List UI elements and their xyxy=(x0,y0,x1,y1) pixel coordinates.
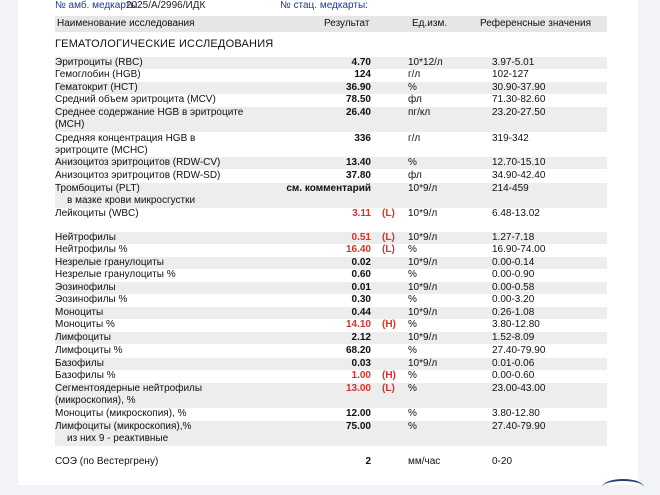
result-value: 13.40 xyxy=(345,157,371,168)
unit-value: 10*9/л xyxy=(408,332,438,343)
unit-value: % xyxy=(408,269,417,280)
result-value: 0.44 xyxy=(351,307,371,318)
col-name: Наименование исследования xyxy=(57,18,195,29)
unit-value: 10*9/л xyxy=(408,282,438,293)
result-value: 0.03 xyxy=(351,358,371,369)
table-row xyxy=(55,183,607,208)
test-name: Незрелые гранулоциты % xyxy=(55,269,176,280)
table-row xyxy=(55,208,607,220)
reference-range: 3.97-5.01 xyxy=(492,57,535,68)
result-value: 68.20 xyxy=(345,345,371,356)
reference-range: 30.90-37.90 xyxy=(492,82,546,93)
col-unit: Ед.изм. xyxy=(412,18,448,29)
result-value: 3.11 xyxy=(352,208,371,219)
col-reference: Референсные значения xyxy=(480,18,592,29)
reference-range: 34.90-42.40 xyxy=(492,170,546,181)
test-name: Моноциты (микроскопия), % xyxy=(55,408,187,419)
result-value: 0.01 xyxy=(351,282,371,293)
unit-value: % xyxy=(408,383,417,394)
reference-range: 0.01-0.06 xyxy=(492,358,535,369)
result-value: 26.40 xyxy=(345,107,371,118)
test-name: Гематокрит (HCT) xyxy=(55,82,138,93)
stamp-edge xyxy=(602,479,644,495)
test-name-continued: (микроскопия), % xyxy=(55,395,136,406)
test-name-continued: эритроците (MCHC) xyxy=(55,145,148,156)
unit-value: % xyxy=(408,421,417,432)
table-row xyxy=(55,307,607,319)
test-name: Анизоцитоз эритроцитов (RDW-SD) xyxy=(55,170,221,181)
reference-range: 0.26-1.08 xyxy=(492,307,535,318)
reference-range: 0.00-0.58 xyxy=(492,282,535,293)
result-value: 75.00 xyxy=(345,421,371,432)
table-row xyxy=(55,157,607,169)
table-row xyxy=(55,332,607,344)
medcard-header xyxy=(55,0,615,14)
result-flag: (H) xyxy=(382,370,396,381)
table-row xyxy=(55,244,607,256)
result-value: 37.80 xyxy=(345,170,371,181)
table-header xyxy=(55,16,607,32)
test-name: Эозинофилы xyxy=(55,282,116,293)
reference-range: 16.90-74.00 xyxy=(492,244,546,255)
table-row xyxy=(55,170,607,182)
section-title: ГЕМАТОЛОГИЧЕСКИЕ ИССЛЕДОВАНИЯ xyxy=(55,38,274,50)
test-name: Средняя концентрация HGB в xyxy=(55,133,196,144)
reference-range: 0.00-0.60 xyxy=(492,370,535,381)
result-value: 0.51 xyxy=(351,232,371,243)
test-name: Сегментоядерные нейтрофилы xyxy=(55,383,203,394)
reference-range: 214-459 xyxy=(492,183,529,194)
result-value: 0.02 xyxy=(351,257,371,268)
unit-value: 10*9/л xyxy=(408,257,438,268)
reference-range: 0.00-0.14 xyxy=(492,257,535,268)
test-name: Моноциты % xyxy=(55,319,115,330)
result-value: 13.00 xyxy=(345,383,371,394)
unit-value: 10*12/л xyxy=(408,57,443,68)
result-value: 36.90 xyxy=(345,82,371,93)
unit-value: 10*9/л xyxy=(408,183,438,194)
test-name: Незрелые гранулоциты xyxy=(55,257,164,268)
test-name: Нейтрофилы % xyxy=(55,244,128,255)
result-value: 0.60 xyxy=(351,269,371,280)
table-row xyxy=(55,358,607,370)
test-name: Тромбоциты (PLT) xyxy=(55,183,140,194)
stac-card-label: № стац. медкарты: xyxy=(280,0,368,11)
reference-range: 1.52-8.09 xyxy=(492,332,535,343)
test-name: Гемоглобин (HGB) xyxy=(55,69,141,80)
unit-value: % xyxy=(408,408,417,419)
test-name: Нейтрофилы xyxy=(55,232,116,243)
table-row xyxy=(55,345,607,357)
result-value: 78.50 xyxy=(345,94,371,105)
unit-value: % xyxy=(408,319,417,330)
reference-range: 23.00-43.00 xyxy=(492,383,546,394)
test-name: Базофилы % xyxy=(55,370,116,381)
unit-value: % xyxy=(408,370,417,381)
test-name: Эозинофилы % xyxy=(55,294,128,305)
unit-value: 10*9/л xyxy=(408,208,438,219)
unit-value: фл xyxy=(408,94,422,105)
test-name: Моноциты xyxy=(55,307,104,318)
result-value: 2 xyxy=(365,456,371,467)
test-comment: в мазке крови микросгустки xyxy=(67,195,196,206)
table-row xyxy=(55,408,607,420)
reference-range: 27.40-79.90 xyxy=(492,345,546,356)
result-value: 12.00 xyxy=(345,408,371,419)
reference-range: 1.27-7.18 xyxy=(492,232,535,243)
table-row xyxy=(55,269,607,281)
test-name: Лейкоциты (WBC) xyxy=(55,208,139,219)
reference-range: 0-20 xyxy=(492,456,513,467)
table-row xyxy=(55,383,607,408)
unit-value: г/л xyxy=(408,69,421,80)
reference-range: 319-342 xyxy=(492,133,529,144)
table-row xyxy=(55,421,607,446)
reference-range: 27.40-79.90 xyxy=(492,421,546,432)
table-row xyxy=(55,82,607,94)
unit-value: % xyxy=(408,157,417,168)
unit-value: пг/кл xyxy=(408,107,431,118)
result-value: 0.30 xyxy=(351,294,371,305)
test-comment: из них 9 - реактивные xyxy=(67,433,169,444)
col-result: Результат xyxy=(324,18,370,29)
unit-value: мм/час xyxy=(408,456,441,467)
unit-value: 10*9/л xyxy=(408,358,438,369)
unit-value: 10*9/л xyxy=(408,232,438,243)
result-value: 4.70 xyxy=(351,57,371,68)
reference-range: 3.80-12.80 xyxy=(492,408,540,419)
unit-value: % xyxy=(408,345,417,356)
unit-value: % xyxy=(408,294,417,305)
test-name: Среднее содержание HGB в эритроците xyxy=(55,107,244,118)
reference-range: 3.80-12.80 xyxy=(492,319,540,330)
result-value: см. комментарий xyxy=(286,183,371,194)
test-name: Средний объем эритроцита (MCV) xyxy=(55,94,216,105)
reference-range: 0.00-3.20 xyxy=(492,294,535,305)
result-value: 16.40 xyxy=(345,244,371,255)
reference-range: 0.00-0.90 xyxy=(492,269,535,280)
reference-range: 12.70-15.10 xyxy=(492,157,546,168)
test-name-continued: (MCH) xyxy=(55,119,85,130)
unit-value: % xyxy=(408,82,417,93)
table-row xyxy=(55,133,607,158)
table-row xyxy=(55,319,607,331)
result-value: 2.12 xyxy=(351,332,371,343)
result-value: 336 xyxy=(354,133,371,144)
unit-value: % xyxy=(408,244,417,255)
result-value: 1.00 xyxy=(351,370,371,381)
table-row xyxy=(55,257,607,269)
table-row xyxy=(55,94,607,106)
result-flag: (L) xyxy=(382,383,395,394)
unit-value: фл xyxy=(408,170,422,181)
result-flag: (L) xyxy=(382,244,395,255)
reference-range: 102-127 xyxy=(492,69,529,80)
result-flag: (H) xyxy=(382,319,396,330)
unit-value: 10*9/л xyxy=(408,307,438,318)
test-name: Базофилы xyxy=(55,358,104,369)
test-name: СОЭ (по Вестергрену) xyxy=(55,456,159,467)
amb-card-number: 2025/A/2996/ИДК xyxy=(126,0,206,11)
table-row xyxy=(55,57,607,69)
unit-value: г/л xyxy=(408,133,421,144)
result-flag: (L) xyxy=(382,232,395,243)
reference-range: 6.48-13.02 xyxy=(492,208,540,219)
test-name: Лимфоциты (микроскопия),% xyxy=(55,421,192,432)
table-row xyxy=(55,69,607,81)
table-row xyxy=(55,370,607,382)
table-row xyxy=(55,294,607,306)
reference-range: 23.20-27.50 xyxy=(492,107,546,118)
table-row xyxy=(55,232,607,244)
reference-range: 71.30-82.60 xyxy=(492,94,546,105)
result-value: 124 xyxy=(354,69,371,80)
table-row xyxy=(55,456,607,468)
amb-card-label: № амб. медкарты xyxy=(55,0,138,11)
test-name: Лимфоциты % xyxy=(55,345,123,356)
table-row xyxy=(55,107,607,132)
result-flag: (L) xyxy=(382,208,395,219)
table-row xyxy=(55,282,607,294)
test-name: Эритроциты (RBC) xyxy=(55,57,143,68)
test-name: Лимфоциты xyxy=(55,332,111,343)
test-name: Анизоцитоз эритроцитов (RDW-CV) xyxy=(55,157,221,168)
result-value: 14.10 xyxy=(345,319,371,330)
